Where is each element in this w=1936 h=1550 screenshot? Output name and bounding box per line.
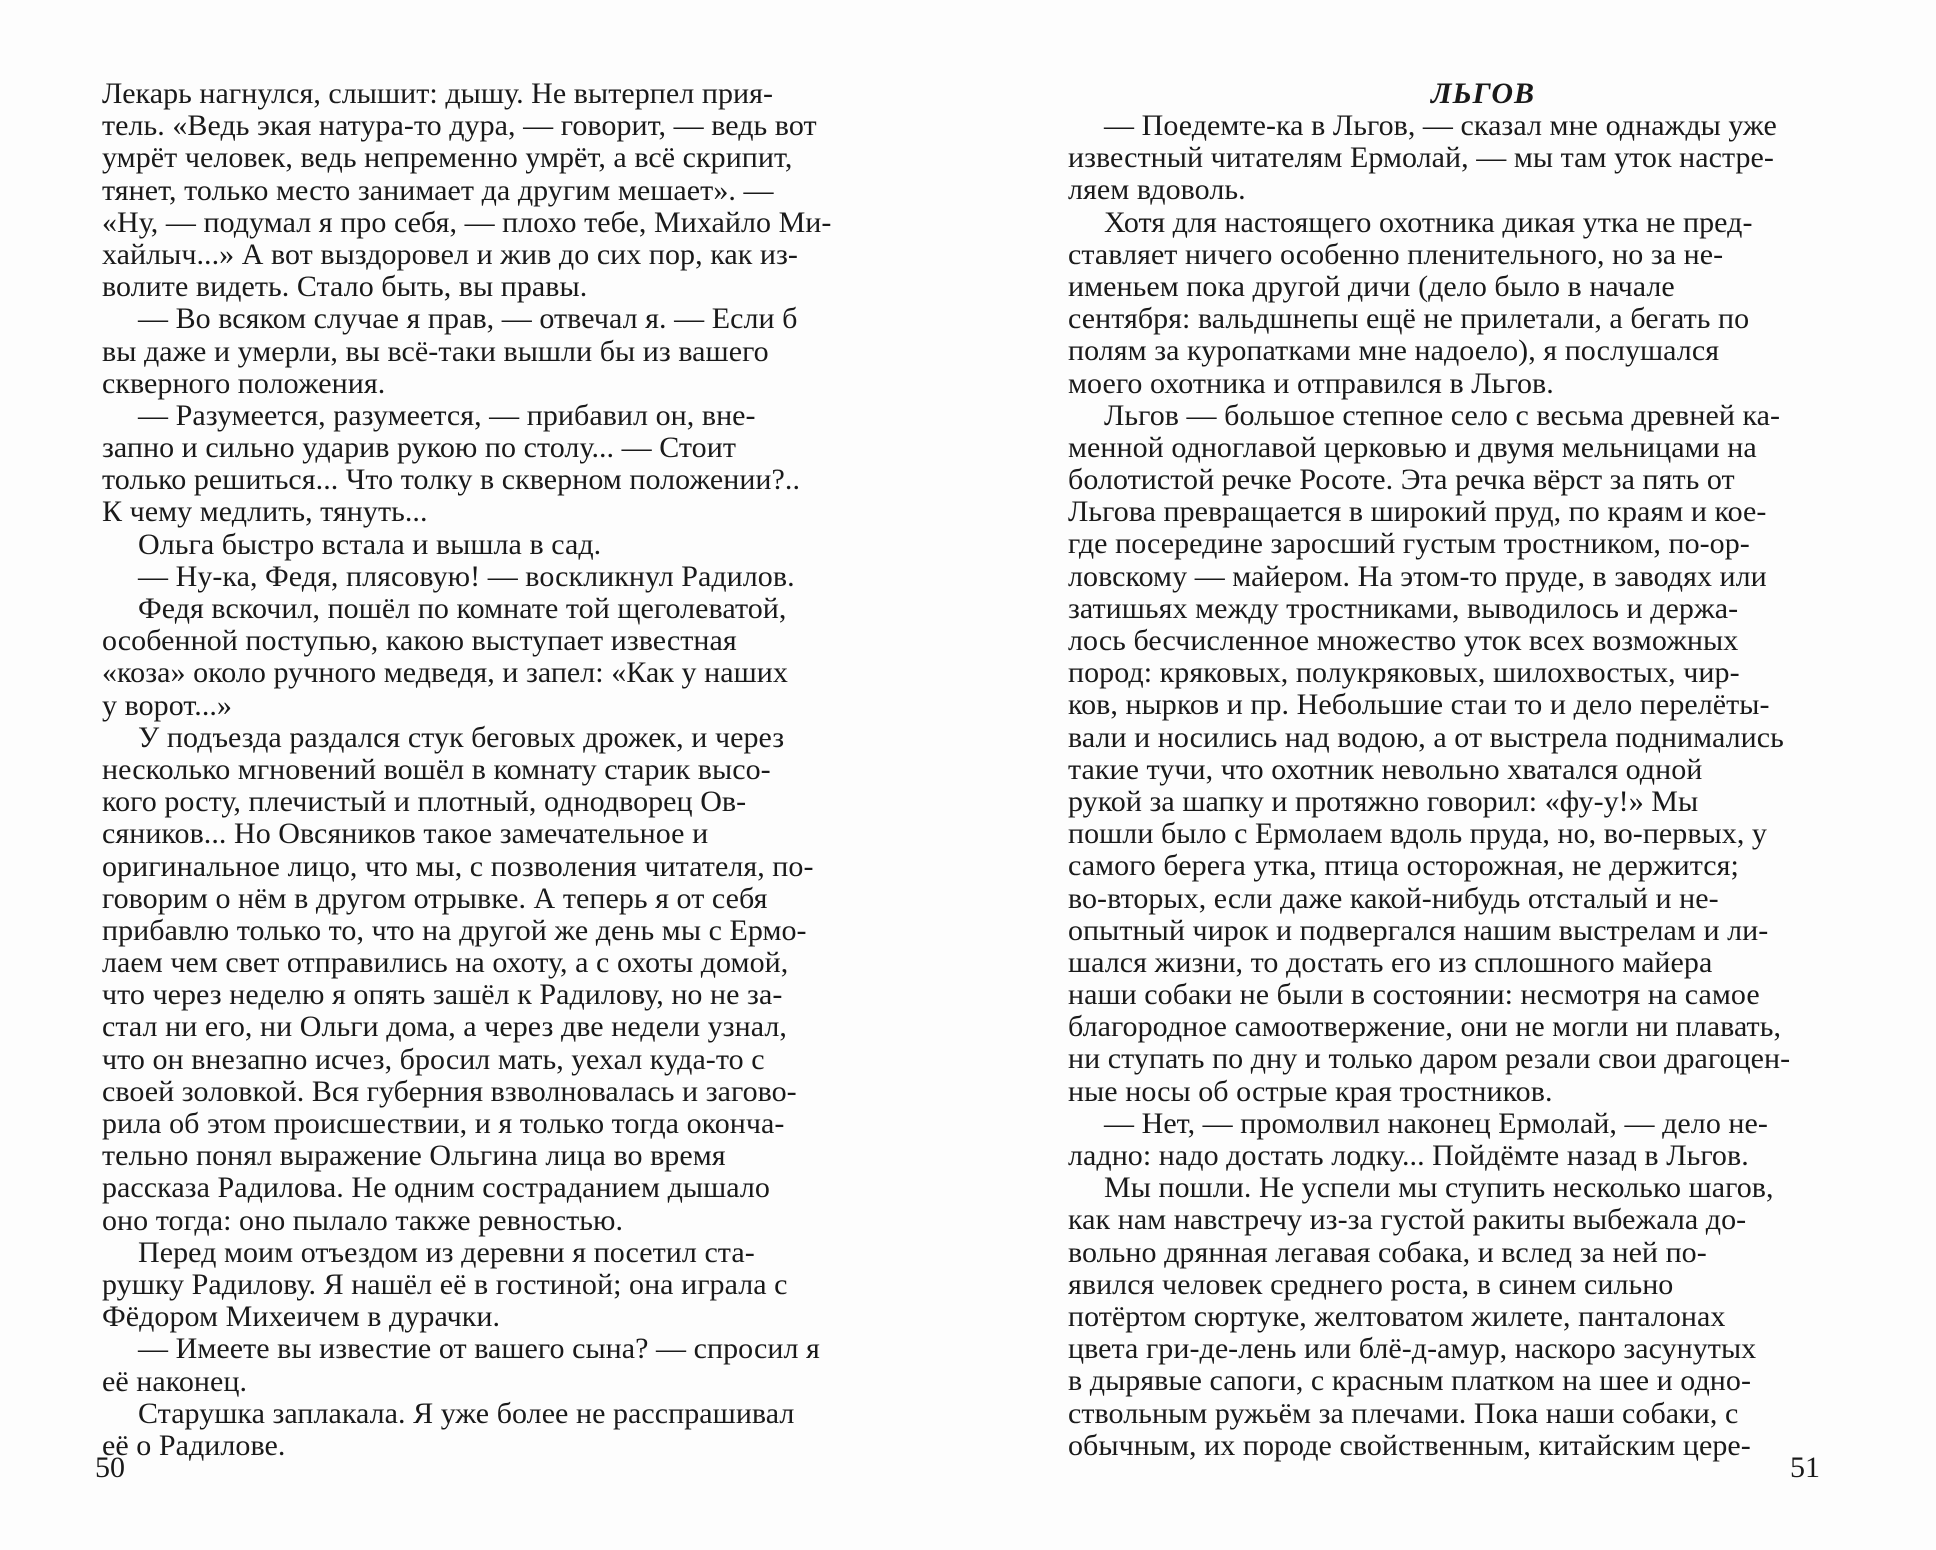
text-line: шался жизни, то достать его из сплошного майера (1068, 945, 1713, 979)
text-line: во-вторых, если даже какой-нибудь отсталый и не- (1068, 881, 1719, 915)
text-line: пошли было с Ермолаем вдоль пруда, но, во-первых, у (1068, 817, 1767, 851)
text-line: тель. «Ведь экая натура-то дура, — говорит, — ведь вот (102, 109, 817, 143)
text-line: — Имеете вы известие от вашего сына? — спросил я (138, 1332, 820, 1366)
chapter-title: ЛЬГОВ (1431, 77, 1535, 110)
text-line: её наконец. (102, 1364, 248, 1398)
text-line: ловскому — майером. На этом-то пруде, в заводях или (1068, 559, 1767, 593)
page-number-right: 51 (1790, 1451, 1820, 1484)
text-line: запно и сильно ударив рукою по столу... — Стоит (102, 431, 736, 465)
text-line: Лекарь нагнулся, слышит: дышу. Не вытерпел прия- (102, 77, 773, 110)
text-line: Перед моим отъездом из деревни я посетил ста- (138, 1235, 755, 1269)
text-line: У подъезда раздался стук беговых дрожек, и через (138, 720, 785, 754)
text-line: где посередине заросший густым тростником, по-ор- (1068, 527, 1750, 561)
text-line: Льгова превращается в широкий пруд, по краям и кое- (1068, 495, 1767, 529)
text-line: Федя вскочил, пошёл по комнате той щеголеватой, (138, 592, 787, 625)
text-line: несколько мгновений вошёл в комнату старик высо- (102, 752, 771, 786)
text-line: ляем вдоволь. (1068, 173, 1246, 207)
text-line: Фёдором Михеичем в дурачки. (102, 1300, 501, 1334)
text-line: пород: кряковых, полукряковых, шилохвостых, чир- (1068, 656, 1740, 690)
text-line: Хотя для настоящего охотника дикая утка не пред- (1104, 205, 1753, 239)
text-line: её о Радилове. (102, 1428, 286, 1462)
text-line: полям за куропатками мне надоело), я послушался (1068, 334, 1720, 368)
text-line: «коза» около ручного медведя, и запел: «Как у наших (102, 656, 788, 690)
text-line: Ольга быстро встала и вышла в сад. (138, 527, 602, 561)
text-line: болотистой речке Росоте. Эта речка вёрст за пять от (1068, 463, 1735, 497)
text-line: такие тучи, что охотник невольно хватался одной (1068, 752, 1703, 786)
text-line: обычным, их породе свойственным, китайским цере- (1068, 1428, 1751, 1462)
text-line: умрёт человек, ведь непременно умрёт, а всё скрипит, (102, 141, 793, 175)
text-line: рукой за шапку и протяжно говорил: «фу-у!» Мы (1068, 784, 1699, 818)
text-line: лаем чем свет отправились на охоту, а с охоты домой, (102, 946, 789, 980)
text-line: тельно понял выражение Ольгина лица во время (102, 1139, 726, 1173)
text-line: вы даже и умерли, вы всё-таки вышли бы из вашего (102, 334, 769, 368)
left-page (102, 78, 892, 1462)
text-line: Мы пошли. Не успели мы ступить несколько шагов, (1104, 1171, 1774, 1205)
text-line: волите видеть. Стало быть, вы правы. (102, 270, 588, 304)
text-line: что через неделю я опять зашёл к Радилову, но не за- (102, 978, 783, 1012)
text-line: ствольным ружьём за плечами. Пока наши собаки, с (1068, 1396, 1739, 1430)
text-line: лось бесчисленное множество уток всех возможных (1068, 624, 1739, 657)
text-line: рушку Радилову. Я нашёл её в гостиной; она играла с (102, 1267, 788, 1301)
text-line: опытный чирок и подвергался нашим выстрелам и ли- (1068, 913, 1769, 947)
text-line: стал ни его, ни Ольги дома, а через две недели узнал, (102, 1010, 787, 1044)
text-line: только решиться... Что толку в скверном положении?.. (102, 463, 800, 497)
text-line: рила об этом происшествии, и я только тогда оконча- (102, 1107, 785, 1140)
right-page-text (1068, 110, 1858, 1462)
right-page (1068, 78, 1858, 1462)
text-line: рассказа Радилова. Не одним состраданием дышало (102, 1171, 770, 1205)
text-line: хайлыч...» А вот выздоровел и жив до сих пор, как из- (102, 237, 798, 271)
text-line: — Во всяком случае я прав, — отвечал я. — Если б (138, 302, 798, 336)
text-line: известный читателям Ермолай, — мы там уток настре- (1068, 141, 1774, 175)
text-line: сентября: вальдшнепы ещё не прилетали, а бегать по (1068, 302, 1750, 336)
page-number-left: 50 (95, 1451, 125, 1484)
text-line: особенной поступью, какою выступает известная (102, 624, 737, 658)
text-line: явился человек среднего роста, в синем сильно (1068, 1267, 1674, 1301)
text-line: именьем пока другой дичи (дело было в начале (1068, 269, 1675, 303)
text-line: скверного положения. (102, 366, 386, 400)
text-line: ков, нырков и пр. Небольшие стаи то и дело перелёты- (1068, 688, 1770, 722)
text-line: «Ну, — подумал я про себя, — плохо тебе, Михайло Ми- (102, 205, 832, 239)
text-line: Льгов — большое степное село с весьма древней ка- (1104, 398, 1781, 432)
text-line: оно тогда: оно пылало также ревностью. (102, 1203, 623, 1237)
text-line: у ворот...» (102, 688, 232, 722)
text-line: своей золовкой. Вся губерния взволновалась и загово- (102, 1074, 797, 1108)
text-line: самого берега утка, птица осторожная, не держится; (1068, 849, 1739, 883)
text-line: сяников... Но Овсяников такое замечательное и (102, 817, 709, 851)
text-line: Старушка заплакала. Я уже более не расспрашивал (138, 1396, 795, 1430)
text-line: — Ну-ка, Федя, плясовую! — воскликнул Радилов. (138, 559, 795, 593)
text-line: что он внезапно исчез, бросил мать, уехал куда-то с (102, 1042, 765, 1076)
text-line: говорим о нём в другом отрывке. А теперь я от себя (102, 881, 768, 915)
text-line: — Поедемте-ка в Льгов, — сказал мне однажды уже (1104, 109, 1777, 142)
text-line: ные носы об острые края тростников. (1068, 1074, 1553, 1108)
text-line: ладно: надо достать лодку... Пойдёмте назад в Льгов. (1068, 1139, 1749, 1172)
text-line: К чему медлить, тянуть... (102, 495, 428, 529)
text-line: как нам навстречу из-за густой ракиты выбежала до- (1068, 1203, 1747, 1237)
text-line: благородное самоотвержение, они не могли ни плавать, (1068, 1010, 1781, 1044)
text-line: вали и носились над водою, а от выстрела поднимались (1068, 720, 1784, 754)
text-line: кого росту, плечистый и плотный, однодворец Ов- (102, 785, 747, 819)
text-line: потёртом сюртуке, желтоватом жилете, панталонах (1068, 1299, 1726, 1333)
text-line: — Нет, — промолвил наконец Ермолай, — дело не- (1104, 1106, 1768, 1140)
text-line: моего охотника и отправился в Льгов. (1068, 366, 1554, 400)
text-line: — Разумеется, разумеется, — прибавил он, вне- (138, 398, 756, 432)
text-line: тянет, только место занимает да другим мешает». — (102, 173, 774, 207)
text-line: менной одноглавой церковью и двумя мельницами на (1068, 430, 1757, 464)
text-line: цвета гри-де-лень или блё-д-амур, наскоро засунутых (1068, 1332, 1757, 1366)
text-line: затишьях между тростниками, выводилось и держа- (1068, 591, 1739, 625)
text-line: вольно дрянная легавая собака, и вслед за ней по- (1068, 1235, 1707, 1269)
text-line: прибавлю только то, что на другой же день мы с Ермо- (102, 913, 807, 947)
text-line: оригинальное лицо, что мы, с позволения читателя, по- (102, 849, 814, 883)
text-line: ни ступать по дну и только даром резали свои драгоцен- (1068, 1042, 1791, 1076)
text-line: ставляет ничего особенно пленительного, но за не- (1068, 237, 1724, 271)
left-page-text (102, 78, 892, 1462)
text-line: в дырявые сапоги, с красным платком на шее и одно- (1068, 1364, 1751, 1398)
text-line: наши собаки не были в состоянии: несмотря на самое (1068, 978, 1760, 1012)
